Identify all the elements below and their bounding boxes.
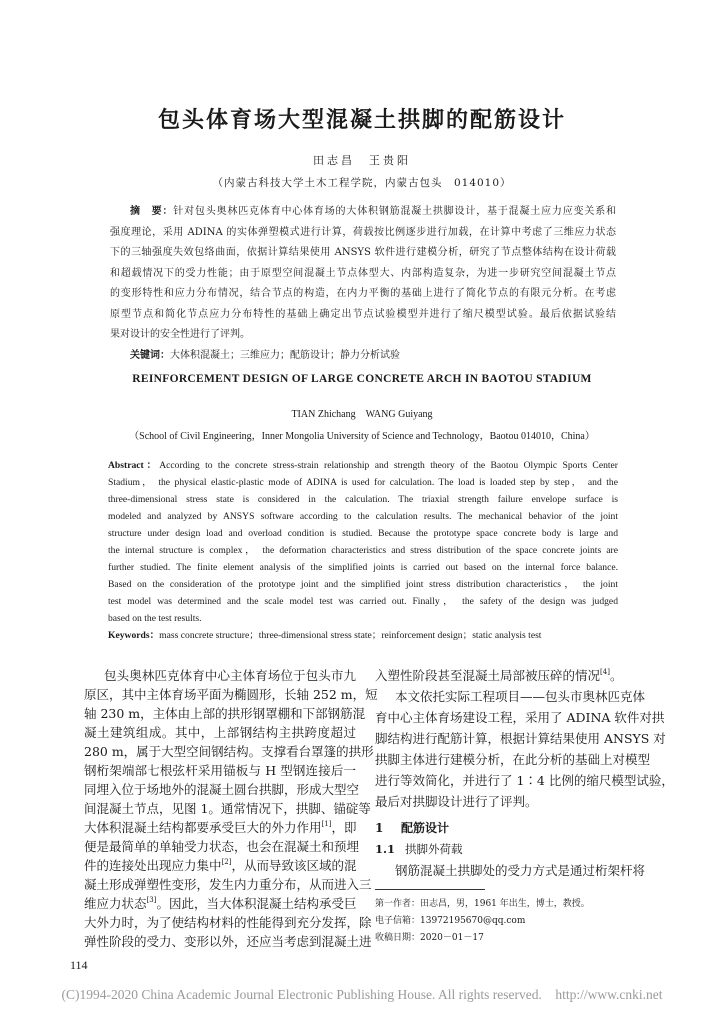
body-line: 大外力时，为了使结构材料的性能得到充分发挥，除 — [84, 915, 372, 930]
citation-ref[interactable]: [1] — [321, 820, 332, 828]
abstract-cn-line: 强度理论，采用 ADINA 的实体弹塑模式进行计算，荷载按比例逐步进行加载，在计算中考虑了三维应力状态 — [110, 226, 616, 238]
body-line: 最后对拱脚设计进行了评判。 — [375, 794, 538, 809]
citation-ref[interactable]: [4] — [600, 668, 610, 676]
keywords-en-text: mass concrete structure；three-dimensional stress state；reinforcement design；static analysis test — [159, 630, 542, 641]
body-text: ，从而导致该区域的混 — [231, 858, 357, 873]
abstract-cn-line: 下的三轴强度失效包络曲面，依据计算结果使用 ANSYS 软件进行建模分析，研究了节点整体结构在设计荷载 — [110, 247, 616, 258]
paper-title-en: REINFORCEMENT DESIGN OF LARGE CONCRETE ARCH IN BAOTOU STADIUM — [132, 373, 592, 385]
body-line: 脚结构进行配筋计算，根据计算结果使用 ANSYS 对 — [375, 731, 666, 746]
section-heading — [375, 820, 645, 841]
subsection-number: 1.1 — [375, 842, 396, 856]
abstract-cn-line — [110, 204, 616, 225]
abstract-cn-line: 果对设计的安全性进行了评判。 — [110, 329, 250, 340]
subsection-title: 拱脚外荷载 — [405, 842, 463, 856]
footnote-divider — [375, 889, 485, 890]
affiliation-en: （School of Civil Engineering，Inner Mongolia University of Science and Technology，Baotou 014010，China） — [129, 431, 595, 442]
keywords-cn-label: 关键词： — [130, 349, 170, 361]
abstract-en-line: Based on the consideration of the prototype joint and the simplified joint stress distribution characteristics， the joint — [108, 579, 618, 590]
abstract-en-line: Stadium， the physical elastic-plastic mode of ADINA is used for calculation. The load is loaded step by step， and the — [108, 477, 618, 488]
citation-ref[interactable]: [3] — [146, 896, 157, 904]
abstract-en — [108, 459, 618, 646]
body-line: 轴 230 m，主体由上部的拱形钢罩棚和下部钢筋混 — [84, 706, 366, 721]
abstract-en-text: According to the concrete stress-strain relationship and strength theory of the Baotou Olympic Sports Center — [159, 460, 618, 471]
abstract-cn — [110, 204, 616, 368]
abstract-cn-text: 针对包头奥林匹克体育中心体育场的大体积钢筋混凝土拱脚设计，基于混凝土应力应变关系和 — [173, 206, 617, 217]
keywords-cn-text: 大体积混凝土；三维应力；配筋设计；静力分析试验 — [170, 349, 400, 361]
abstract-en-line: based on the test results. — [108, 613, 202, 624]
keywords-en — [108, 629, 618, 646]
body-text: 入塑性阶段甚至混凝土局部被压碎的情况 — [375, 668, 601, 683]
authors: 田志昌 王贵阳 — [313, 154, 411, 167]
abstract-cn-line: 和超载情况下的受力性能；由于原型空间混凝土节点体型大、内部构造复杂，为进一步研究空间混凝土节点 — [110, 267, 616, 279]
abstract-en-line — [108, 459, 618, 476]
body-line — [84, 819, 356, 838]
body-text: ，即 — [331, 820, 357, 835]
body-line: 间混凝土节点，见图 1。通常情况下，拱脚、锚碇等 — [84, 801, 371, 816]
body-line: 原区，其中主体育场平面为椭圆形，长轴 252 m，短 — [84, 687, 378, 702]
body-line: 钢桁架端部七根弦杆采用锚板与 H 型钢连接后一 — [84, 763, 356, 778]
keywords-cn — [110, 348, 616, 369]
body-line: 拱脚主体进行建模分析，在此分析的基础上对模型 — [375, 752, 651, 767]
copyright-watermark: (C)1994-2020 China Academic Journal Electronic Publishing House. All rights reserved. http://www.cnki.net — [61, 987, 663, 1002]
body-line: 包头奥林匹克体育中心主体育场位于包头市九 — [104, 668, 356, 683]
abstract-cn-line: 原型节点和简化节点应力分布特性的基础上确定出节点试验模型并进行了缩尺模型试验。最后依据试验结 — [110, 308, 616, 320]
section-number: 1 — [375, 821, 384, 835]
body-text: 维应力状态 — [84, 896, 147, 911]
body-line: 同埋入位于场地外的混凝土圆台拱脚，形成大型空 — [84, 782, 360, 797]
body-line: 钢筋混凝土拱脚处的受力方式是通过桁架杆将 — [395, 863, 646, 878]
keywords-en-label: Keywords： — [108, 630, 160, 641]
body-left-column — [84, 667, 378, 952]
body-line: 育中心主体育场建设工程，采用了 ADINA 软件对拱 — [375, 710, 665, 725]
section-title: 配筋设计 — [401, 821, 450, 835]
body-line: 便是最简单的单轴受力状态，也会在混凝土和预埋 — [84, 839, 360, 854]
footnote-received: 收稿日期：2020－01－17 — [375, 933, 484, 943]
body-right-column — [375, 667, 674, 883]
body-text: 大体积混凝土结构都要承受巨大的外力作用 — [84, 820, 322, 835]
body-text: 。 — [609, 668, 623, 683]
body-text: 件的连接处出现应力集中 — [84, 858, 222, 873]
abstract-en-line: modeled and analyzed by ANSYS software according to the calculation results. The mechanical behavior of the joint — [108, 511, 618, 522]
footnote-author: 第一作者：田志昌，男，1961 年出生，博士，教授。 — [375, 899, 590, 909]
subsection-heading — [375, 841, 645, 862]
body-line — [375, 667, 645, 688]
abstract-en-label: Abstract： — [108, 460, 160, 471]
page-number: 114 — [70, 958, 88, 972]
affiliation: （内蒙古科技大学土木工程学院，内蒙古包头 014010） — [212, 177, 512, 189]
abstract-en-line: three-dimensional stress state is considered in the calculation. The triaxial strength failure envelope surface is — [108, 494, 618, 505]
body-line — [84, 895, 356, 914]
abstract-cn-label: 摘 要： — [130, 206, 174, 217]
citation-ref[interactable]: [2] — [221, 858, 232, 866]
body-line: 弹性阶段的受力、变形以外，还应当考虑到混凝土进 — [84, 934, 372, 949]
abstract-en-line: test model was determined and the scale model test was carried out. Finally， the safety of the design was judged — [108, 596, 618, 607]
authors-en: TIAN Zhichang WANG Guiyang — [291, 409, 433, 420]
body-line: 280 m，属于大型空间钢结构。支撑看台罩篷的拱形 — [84, 744, 374, 759]
paper-title: 包头体育场大型混凝土拱脚的配筋设计 — [157, 108, 566, 133]
abstract-en-line: further studied. The finite element analysis of the simplified joints is carried out based on the internal force balance. — [108, 562, 618, 573]
body-line — [84, 857, 356, 876]
abstract-en-line: structure under design load and overload condition is studied. Because the prototype space concrete body is large and — [108, 528, 618, 539]
footnote-email: 电子信箱：13972195670@qq.com — [375, 916, 526, 926]
abstract-cn-line: 的变形特性和应力分布情况，结合节点的构造，在内力平衡的基础上进行了简化节点的有限元分析。在考虑 — [110, 288, 616, 299]
body-text: 。因此，当大体积混凝土结构承受巨 — [156, 896, 357, 911]
body-line: 本文依托实际工程项目——包头市奥林匹克体 — [395, 689, 646, 704]
body-line: 凝土形成弹塑性变形，发生内力重分布，从而进入三 — [84, 877, 372, 892]
abstract-en-line: the internal structure is complex， the deformation characteristics and stress distribution of the space concrete joints are — [108, 545, 618, 556]
body-line: 凝土建筑组成。其中，上部钢结构主拱跨度超过 — [84, 725, 356, 740]
body-line: 进行等效简化，并进行了 1∶4 比例的缩尺模型试验， — [375, 773, 674, 788]
